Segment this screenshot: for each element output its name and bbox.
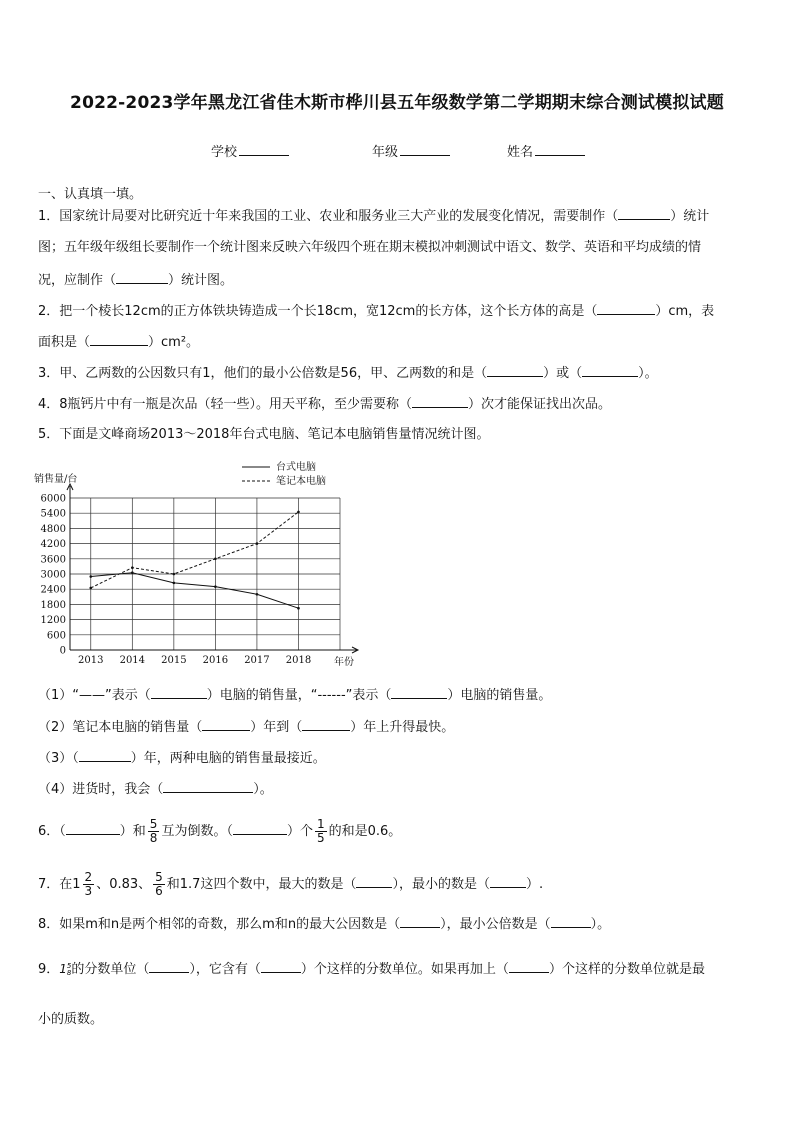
chart-y-label: 销售量/台 [34, 474, 78, 485]
q4-text-b: ）次才能保证找出次品。 [468, 397, 612, 412]
school-label: 学校 [211, 145, 238, 160]
q7-f1-den: 3 [84, 884, 93, 898]
y-tick-label: 3000 [40, 569, 66, 581]
q8-text-b: ），最小公倍数是（ [440, 917, 551, 932]
q3-blank-1[interactable] [487, 364, 543, 377]
q5-s3-text-a: （3）（ [38, 751, 79, 766]
x-tick-label: 2018 [285, 655, 312, 666]
q3-text-b: ）或（ [543, 366, 583, 381]
q9-blank-1[interactable] [149, 960, 189, 973]
q5-s1-blank-2[interactable] [391, 686, 447, 699]
q2-blank-2[interactable] [90, 333, 148, 346]
chart-series [89, 511, 299, 610]
q6-blank-1[interactable] [66, 822, 120, 835]
q5-s4-text-b: ）。 [253, 782, 273, 797]
q5-s3-text-b: ）年，两种电脑的销售量最接近。 [130, 751, 326, 766]
q7-text-a: 7．在1 [38, 877, 81, 892]
q1-text-b: ）统计 [670, 209, 710, 224]
q6-fraction-2 [315, 818, 327, 845]
chart-grid [70, 498, 340, 650]
q9-line2: 小的质数。 [38, 1012, 104, 1027]
q2-line2 [38, 333, 199, 352]
x-tick-label: 2014 [119, 655, 146, 666]
legend-label-2: 笔记本电脑 [276, 476, 326, 487]
q6-text-c: 互为倒数。（ [161, 824, 233, 839]
q3-line [38, 364, 658, 383]
q9-text-d: ）个这样的分数单位。如果再加上（ [300, 962, 509, 977]
series-2-point [89, 587, 92, 590]
q3-text-c: ）。 [638, 366, 658, 381]
grade-field [372, 141, 450, 160]
q9-line1 [38, 960, 705, 979]
q7-f1-num: 2 [84, 870, 93, 884]
chart-x-label: 年份 [334, 657, 354, 668]
q6-fraction-1 [148, 818, 160, 845]
name-line[interactable] [535, 154, 585, 156]
q3-text-a: 3．甲、乙两数的公因数只有1，他们的最小公倍数是56，甲、乙两数的和是（ [38, 366, 488, 381]
grade-label: 年级 [372, 145, 399, 160]
q8-blank-2[interactable] [551, 915, 591, 928]
q5-s1-text-b: ）电脑的销售量，“------”表示（ [206, 688, 392, 703]
q8-text-a: 8．如果m和n是两个相邻的奇数，那么m和n的最大公因数是（ [38, 917, 401, 932]
q5-s2-blank-1[interactable] [202, 718, 250, 731]
q7-text-c: 和1.7这四个数中，最大的数是（ [166, 877, 357, 892]
q7-text-e: ）. [525, 877, 544, 892]
y-tick-label: 600 [46, 630, 66, 642]
x-tick-label: 2015 [161, 655, 187, 666]
y-tick-label: 4200 [40, 539, 66, 551]
sales-line-chart [30, 456, 370, 674]
series-2-point [131, 566, 134, 569]
series-line-2 [91, 512, 299, 588]
series-1-point [89, 575, 92, 578]
series-1-point [214, 585, 217, 588]
q1-blank-1[interactable] [618, 207, 670, 220]
q5-s2-text-b: ）年到（ [250, 720, 303, 735]
q6-blank-2[interactable] [233, 822, 287, 835]
q1-text-a: 1．国家统计局要对比研究近十年来我国的工业、农业和服务业三大产业的发展变化情况，需要制作（ [38, 209, 619, 224]
chart-axes [67, 484, 358, 653]
y-tick-label: 4800 [40, 523, 66, 535]
section-heading: 一、认真填一填。 [38, 187, 143, 202]
q1-text-c: 况，应制作（ [38, 273, 117, 288]
q9-whole: 1 [59, 962, 67, 976]
q9-text-a: 9． [38, 962, 60, 977]
y-tick-label: 6000 [40, 493, 66, 505]
q2-text-d: ）cm²。 [148, 335, 200, 350]
q2-line1 [38, 302, 714, 321]
chart-legend [242, 460, 326, 487]
q6-text-b: ）和 [119, 824, 146, 839]
q7-fraction-2 [153, 871, 165, 898]
series-line-1 [91, 573, 299, 608]
q2-text-b: ）cm，表 [655, 304, 715, 319]
chart-y-ticks [41, 494, 66, 657]
school-line[interactable] [239, 154, 289, 156]
series-2-point [214, 558, 217, 561]
q6-text-a: 6．（ [38, 824, 66, 839]
y-tick-label: 3600 [40, 554, 66, 566]
q4-line [38, 395, 611, 414]
q8-blank-1[interactable] [400, 915, 440, 928]
q4-text-a: 4．8瓶钙片中有一瓶是次品（轻一些）。用天平称，至少需要称（ [38, 397, 413, 412]
q1-blank-2[interactable] [116, 271, 168, 284]
y-tick-label: 5400 [40, 508, 66, 520]
grade-line[interactable] [400, 154, 450, 156]
q8-text-c: ）。 [590, 917, 611, 932]
q5-sub2 [38, 718, 454, 737]
q7-f2-num: 5 [155, 870, 163, 884]
y-tick-label: 2400 [40, 584, 66, 596]
q6-f1-den: 8 [149, 831, 158, 845]
x-tick-label: 2013 [78, 655, 104, 666]
series-1-point [256, 593, 259, 596]
q7-text-d: ），最小的数是（ [392, 877, 490, 892]
series-2-point [256, 542, 259, 545]
x-tick-label: 2017 [244, 655, 270, 666]
q7-blank-1[interactable] [356, 875, 392, 888]
q7-f2-den: 6 [155, 884, 163, 898]
chart-x-ticks [78, 655, 311, 666]
q6-f2-den: 5 [316, 831, 325, 845]
q1-text-d: ）统计图。 [168, 273, 234, 288]
q6-text-e: 的和是0.6。 [328, 824, 402, 839]
q3-blank-2[interactable] [582, 364, 638, 377]
x-tick-label: 2016 [202, 655, 229, 666]
q5-s4-text-a: （4）进货时，我会（ [38, 782, 164, 797]
q8-line [38, 915, 610, 934]
name-field [507, 141, 585, 160]
y-tick-label: 1200 [40, 615, 66, 627]
page-title: 2022-2023学年黑龙江省佳木斯市桦川县五年级数学第二学期期末综合测试模拟试题 [70, 93, 724, 113]
q5-s2-text-a: （2）笔记本电脑的销售量（ [38, 720, 203, 735]
q6-text-d: ）个 [286, 824, 313, 839]
q5-s1-text-c: ）电脑的销售量。 [447, 688, 552, 703]
q6-line [38, 818, 401, 846]
q1-line3 [38, 271, 233, 290]
q1-line1 [38, 207, 709, 226]
q2-text-a: 2．把一个棱长12cm的正方体铁块铸造成一个长18cm，宽12cm的长方体，这个长方体的高是（ [38, 304, 598, 319]
q5-sub3 [38, 749, 326, 768]
q9-blank-3[interactable] [509, 960, 549, 973]
series-1-point [173, 582, 176, 585]
series-1-point [131, 571, 134, 574]
q5-s2-text-c: ）年上升得最快。 [350, 720, 455, 735]
q5-s1-blank-1[interactable] [151, 686, 207, 699]
q5-s3-blank[interactable] [79, 749, 131, 762]
q9-text-b: 的分数单位（ [71, 962, 150, 977]
series-2-point [173, 573, 176, 576]
q9-text-c: ），它含有（ [189, 962, 261, 977]
q9-den: 8 [66, 968, 72, 977]
y-tick-label: 1800 [40, 599, 66, 611]
q9-num: 5 [66, 961, 72, 970]
q2-blank-1[interactable] [597, 302, 655, 315]
q5-s1-text-a: （1）“——”表示（ [38, 688, 151, 703]
q5-s4-blank[interactable] [163, 780, 253, 793]
series-2-point [297, 511, 300, 514]
q5-sub4 [38, 780, 273, 799]
q6-f1-num: 5 [149, 817, 158, 831]
name-label: 姓名 [507, 145, 534, 160]
q5-intro: 5．下面是文峰商场2013～2018年台式电脑、笔记本电脑销售量情况统计图。 [38, 427, 490, 442]
q2-text-c: 面积是（ [38, 335, 91, 350]
q7-line [38, 871, 543, 899]
q7-blank-2[interactable] [490, 875, 526, 888]
q9-mixed-number [59, 962, 71, 976]
q4-blank[interactable] [412, 395, 468, 408]
legend-label-1: 台式电脑 [276, 462, 316, 473]
q6-f2-num: 1 [316, 817, 325, 831]
q1-line2: 图；五年级年级组长要制作一个统计图来反映六年级四个班在期末模拟冲刺测试中语文、数学、英语和平均成绩的情 [38, 240, 702, 255]
q7-text-b: 、0.83、 [96, 877, 152, 892]
q9-text-e: ）个这样的分数单位就是最 [548, 962, 705, 977]
y-tick-label: 0 [59, 645, 66, 657]
school-field [211, 141, 289, 160]
q7-fraction-1 [83, 871, 95, 898]
q5-s2-blank-2[interactable] [302, 718, 350, 731]
series-1-point [297, 607, 300, 610]
q5-sub1 [38, 686, 551, 705]
q9-blank-2[interactable] [261, 960, 301, 973]
